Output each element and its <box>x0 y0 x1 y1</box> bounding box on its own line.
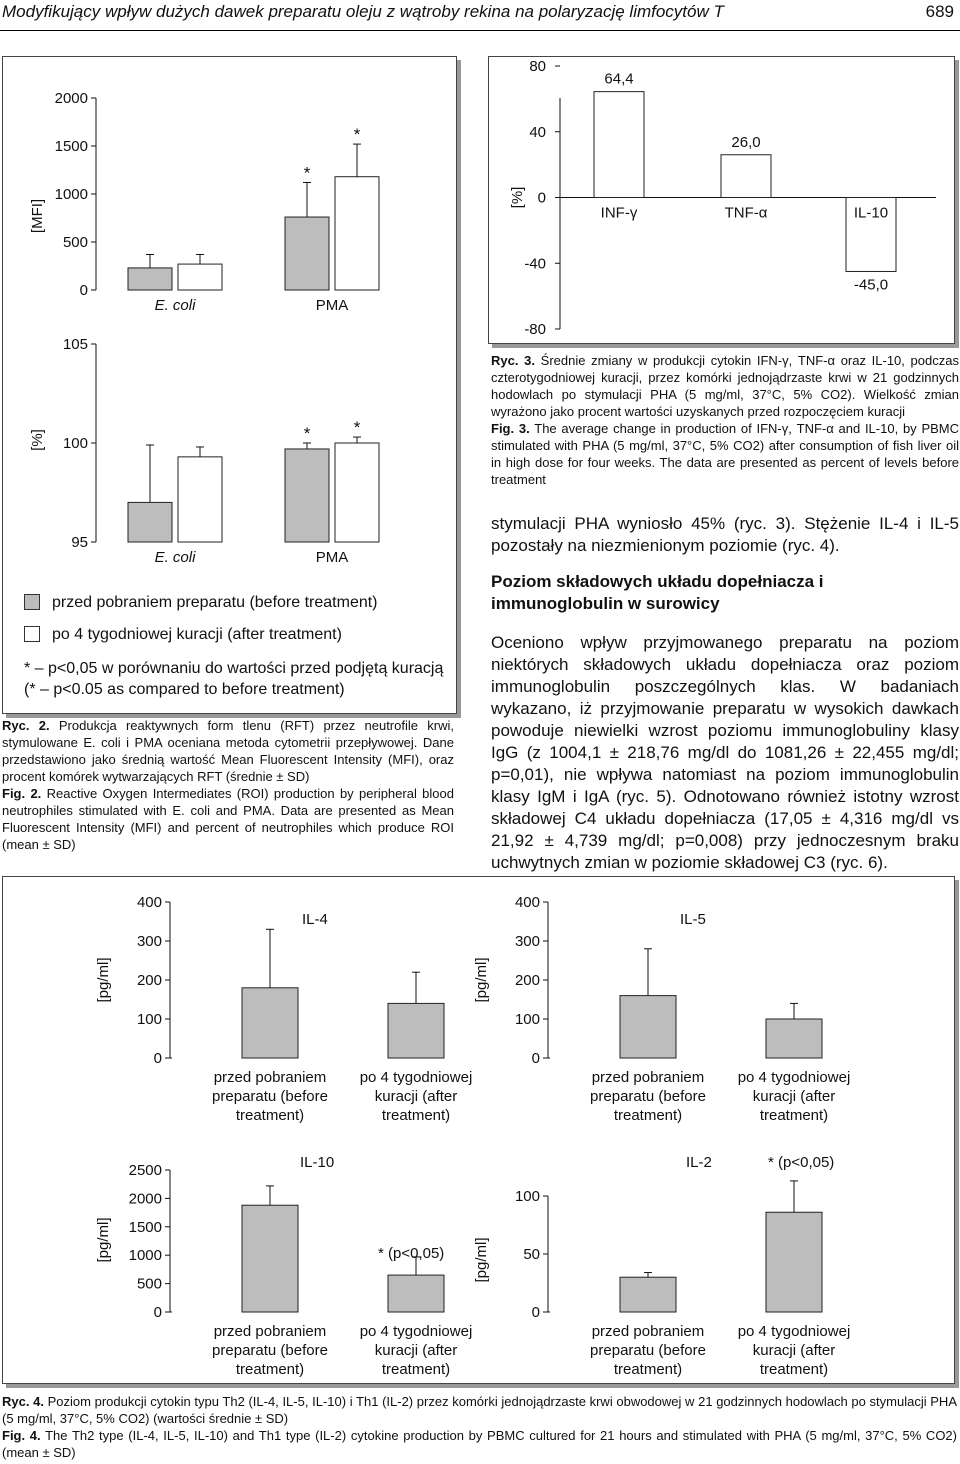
fig4-il5-category-label: po 4 tygodniowej <box>737 1069 851 1086</box>
fig3-caption-pl-label: Ryc. 3. <box>491 353 535 368</box>
legend-swatch-before <box>24 594 40 610</box>
fig3-value-label: 64,4 <box>604 70 634 88</box>
fig4-il2-title: IL-2 <box>686 1154 712 1171</box>
fig4-il4-category-label: treatment) <box>381 1107 451 1124</box>
fig2-mfi-bar <box>335 177 379 290</box>
fig2-pct-sig-asterisk: * <box>353 418 361 438</box>
fig4-il4-category-label: treatment) <box>235 1107 305 1124</box>
fig2-mfi-ytick-label: 1000 <box>54 186 88 203</box>
fig3-caption <box>491 352 959 488</box>
fig4-il4-category-label: po 4 tygodniowej <box>359 1069 473 1086</box>
page-number: 689 <box>925 2 954 21</box>
fig3-ytick-label: 40 <box>529 123 546 141</box>
fig2-mfi-bar <box>285 217 329 290</box>
fig3-caption-en-label: Fig. 3. <box>491 421 530 436</box>
fig4-il10-category-label: przed pobraniem <box>213 1323 327 1340</box>
fig4-caption-pl: Poziom produkcji cytokin typu Th2 (IL-4, IL-5, IL-10) i Th1 (IL-2) przez komórki jednojądrzaste krwi obwodowej w 21 godzinnych hodowlach po stymulacji PHA (5 mg/ml, 37°C, 5% CO2) (wartości średnie ± SD) <box>2 1394 957 1426</box>
fig4-il10-sig-note: * (p<0,05) <box>378 1245 445 1262</box>
fig2-mfi-ytick-label: 500 <box>62 234 88 251</box>
fig3-bar <box>594 92 644 198</box>
fig3-caption-pl: Średnie zmiany w produkcji cytokin IFN-γ, TNF-α oraz IL-10, podczas czterotygodniowej kuracji, przez komórki jednojądrzaste krwi w 21 godzinnych hodowlach po stymulacji PHA (5 mg/ml, 37°C, 5% CO2). Wielkość zmian wyrażono jako procent wartości uzyskanych przed rozpoczęciem kuracji <box>491 353 959 419</box>
fig4-il2-ylabel: [pg/ml] <box>473 1237 490 1283</box>
fig4-il5-category-label: preparatu (before <box>590 1088 706 1105</box>
section-heading: Poziom składowych układu dopełniacza i immunoglobulin w surowicy <box>491 572 824 613</box>
fig3-ytick-label: -80 <box>524 321 546 338</box>
fig2-mfi-ytick-label: 1500 <box>54 138 88 155</box>
fig3-category-label: IL-10 <box>853 204 889 222</box>
fig4-il2-category-label: treatment) <box>613 1361 683 1378</box>
fig2-mfi-category-label: E. coli <box>154 297 196 314</box>
fig3-ytick-label: 80 <box>529 58 546 75</box>
fig2-pct-bar <box>335 443 379 542</box>
fig3-category-label: TNF-α <box>724 204 768 222</box>
fig2-mfi-ylabel: [MFI] <box>29 198 46 234</box>
fig4-il5-category-label: kuracji (after <box>752 1088 836 1105</box>
fig4-il10-category-label: treatment) <box>381 1361 451 1378</box>
fig2-pct-bar <box>128 502 172 542</box>
fig4-il10-ytick-label: 2500 <box>128 1162 162 1179</box>
fig4-il10-category-label: treatment) <box>235 1361 305 1378</box>
fig4-il10-title: IL-10 <box>300 1154 335 1171</box>
legend-swatch-after <box>24 626 40 642</box>
fig4-il10-ytick-label: 500 <box>136 1275 162 1293</box>
fig4-il2-chart <box>473 1140 960 1380</box>
legend-significance-pl: * – p<0,05 w porównaniu do wartości przed podjętą kuracją <box>24 660 444 677</box>
fig4-il10-bar <box>388 1275 444 1312</box>
fig2-pct-sig-asterisk: * <box>303 424 311 443</box>
fig2-mfi-bar <box>128 268 172 290</box>
fig2-pct-ylabel: [%] <box>29 429 46 451</box>
fig4-caption-en-label: Fig. 4. <box>2 1428 41 1443</box>
fig3-ytick-label: -40 <box>524 255 546 273</box>
fig2-caption-en-label: Fig. 2. <box>2 786 42 801</box>
fig4-il2-bar <box>620 1277 676 1312</box>
fig4-il2-sig-note: * (p<0,05) <box>768 1154 835 1171</box>
fig3-caption-en: The average change in production of IFN-γ, TNF-α and IL-10, by PBMC stimulated with PHA (5 mg/ml, 37°C, 5% CO2) after consumption of fish liver oil in high dose for four weeks. The data are presented as percent of levels before treatment <box>491 421 959 487</box>
fig4-il10-ytick-label: 1000 <box>128 1247 162 1265</box>
fig4-il4-ytick-label: 400 <box>136 894 162 911</box>
fig3-value-label: 26,0 <box>731 133 761 151</box>
fig4-il2-category-label: po 4 tygodniowej <box>737 1323 851 1340</box>
fig2-caption-pl-label: Ryc. 2. <box>2 718 50 733</box>
fig4-il2-ytick-label: 100 <box>514 1188 540 1205</box>
fig2-caption-en: Reactive Oxygen Intermediates (ROI) production by peripheral blood neutrophiles stimulated with E. coli and PMA. Data are presented as Mean Fluorescent Intensity (MFI) and percent of neutrophiles which produce ROI (mean ± SD) <box>2 786 454 852</box>
fig4-il5-category-label: przed pobraniem <box>591 1069 705 1086</box>
fig4-caption <box>2 1393 957 1461</box>
fig2-pct-ytick-label: 105 <box>62 336 88 353</box>
fig2-pct-bar <box>285 449 329 542</box>
fig2-mfi-sig-asterisk: * <box>303 163 311 183</box>
fig4-il10-ytick-label: 2000 <box>128 1190 162 1208</box>
fig4-il10-ytick-label: 1500 <box>128 1218 162 1236</box>
fig2-pct-ytick-label: 100 <box>62 435 88 452</box>
fig4-il10-category-label: kuracji (after <box>374 1342 458 1359</box>
fig4-il10-ylabel: [pg/ml] <box>95 1217 112 1263</box>
body-paragraph-1: stymulacji PHA wyniosło 45% (ryc. 3). Stężenie IL-4 i IL-5 pozostały na niezmienionym poziomie (ryc. 4). <box>491 514 959 555</box>
fig4-il4-category-label: preparatu (before <box>212 1088 328 1105</box>
fig2-mfi-bar <box>178 264 222 290</box>
fig4-il10-category-label: po 4 tygodniowej <box>359 1323 473 1340</box>
body-paragraph-2: Oceniono wpływ przyjmowanego preparatu na poziom niektórych składowych układu dopełniacza oraz poziom immunoglobulin poszczególnych klas. W badaniach wykazano, iż przyjmowanie preparatu w wysokich dawkach powoduje niewielki wzrost poziomu immunoglobuliny klasy IgG (z 1004,1 ± 218,76 mg/dl do 1081,26 ± 22,455 mg/dl; p=0,01), nie wpływa natomiast na poziom immunoglobulin klasy IgM i IgA (ryc. 5). Odnotowano również istotny wzrost składowej C4 układu dopełniacza (17,05 ± 4,316 mg/dl vs 21,92 ± 4,739 mg/dl; p=0,008) przy jednoczesnym braku uchwytnych zmian w poziomie składowej C3 (ryc. 6). <box>491 633 959 872</box>
fig2-mfi-chart <box>0 56 460 356</box>
fig4-il4-ytick-label: 0 <box>153 1050 162 1067</box>
fig2-caption <box>2 717 454 853</box>
fig3-category-label: INF-γ <box>600 204 638 222</box>
fig4-caption-pl-label: Ryc. 4. <box>2 1394 44 1409</box>
fig4-il2-ytick-label: 0 <box>531 1304 540 1321</box>
fig4-il4-bar <box>242 988 298 1058</box>
fig4-il5-ytick-label: 100 <box>514 1011 540 1028</box>
fig2-mfi-category-label: PMA <box>315 297 349 314</box>
fig4-il10-ytick-label: 0 <box>153 1304 162 1321</box>
fig4-il5-ytick-label: 400 <box>514 894 540 911</box>
fig2-caption-pl: Produkcja reaktywnych form tlenu (RFT) przez neutrofile krwi, stymulowane E. coli i PMA oceniana metoda cytometrii przepływowej. Dane przedstawiono jako średnią wartość Mean Fluorescent Intensity (MFI), oraz procent komórek wytwarzających RFT (średnie ± SD) <box>2 718 454 784</box>
fig2-pct-category-label: PMA <box>315 549 349 566</box>
fig3-bar <box>721 155 771 198</box>
legend-after: po 4 tygodniowej kuracji (after treatment) <box>52 626 342 643</box>
fig4-il5-category-label: treatment) <box>759 1107 829 1124</box>
fig2-mfi-ytick-label: 2000 <box>54 90 88 107</box>
fig4-il5-ylabel: [pg/ml] <box>473 957 490 1003</box>
fig4-il4-ytick-label: 300 <box>136 933 162 950</box>
fig4-il4-chart <box>0 880 480 1130</box>
fig4-il10-bar <box>242 1205 298 1312</box>
fig3-ylabel: [%] <box>509 186 526 209</box>
fig4-il5-chart <box>473 880 960 1130</box>
fig4-il4-bar <box>388 1003 444 1058</box>
fig4-il10-chart <box>0 1140 480 1380</box>
fig4-il2-ytick-label: 50 <box>523 1246 540 1263</box>
fig2-mfi-ytick-label: 0 <box>79 282 88 299</box>
fig4-il5-bar <box>620 996 676 1058</box>
fig4-il2-category-label: przed pobraniem <box>591 1323 705 1340</box>
fig4-il4-ylabel: [pg/ml] <box>95 957 112 1003</box>
fig4-il5-title: IL-5 <box>680 911 706 928</box>
fig3-chart <box>488 56 958 346</box>
fig3-value-label: -45,0 <box>853 276 889 294</box>
fig2-pct-chart <box>0 330 460 580</box>
fig4-il5-bar <box>766 1019 822 1058</box>
fig4-il4-title: IL-4 <box>302 911 328 928</box>
page-header <box>0 0 960 34</box>
header-rule <box>0 30 960 31</box>
fig4-il5-ytick-label: 0 <box>531 1050 540 1067</box>
fig2-pct-bar <box>178 457 222 542</box>
fig2-mfi-sig-asterisk: * <box>353 125 361 145</box>
fig2-pct-ytick-label: 95 <box>71 534 88 551</box>
legend-before: przed pobraniem preparatu (before treatment) <box>52 594 378 611</box>
fig4-il4-ytick-label: 100 <box>136 1011 162 1028</box>
fig3-ytick-label: 0 <box>537 189 546 207</box>
running-title: Modyfikujący wpływ dużych dawek preparatu oleju z wątroby rekina na polaryzację limfocytów T <box>2 2 724 21</box>
fig4-il2-category-label: treatment) <box>759 1361 829 1378</box>
fig4-caption-en: The Th2 type (IL-4, IL-5, IL-10) and Th1 type (IL-2) cytokine production by PBMC cultured for 21 hours and stimulated with PHA (5 mg/ml, 37°C, 5% CO2) (mean ± SD) <box>2 1428 957 1460</box>
fig4-il4-category-label: przed pobraniem <box>213 1069 327 1086</box>
fig2-pct-category-label: E. coli <box>154 549 196 566</box>
fig4-il10-category-label: preparatu (before <box>212 1342 328 1359</box>
fig4-il5-ytick-label: 300 <box>514 933 540 950</box>
fig4-il2-bar <box>766 1212 822 1312</box>
fig4-il5-ytick-label: 200 <box>514 972 540 989</box>
fig4-il4-ytick-label: 200 <box>136 972 162 989</box>
fig4-il2-category-label: preparatu (before <box>590 1342 706 1359</box>
fig4-il5-category-label: treatment) <box>613 1107 683 1124</box>
fig4-il4-category-label: kuracji (after <box>374 1088 458 1105</box>
fig4-il2-category-label: kuracji (after <box>752 1342 836 1359</box>
legend-significance-en: (* – p<0.05 as compared to before treatment) <box>24 681 345 698</box>
